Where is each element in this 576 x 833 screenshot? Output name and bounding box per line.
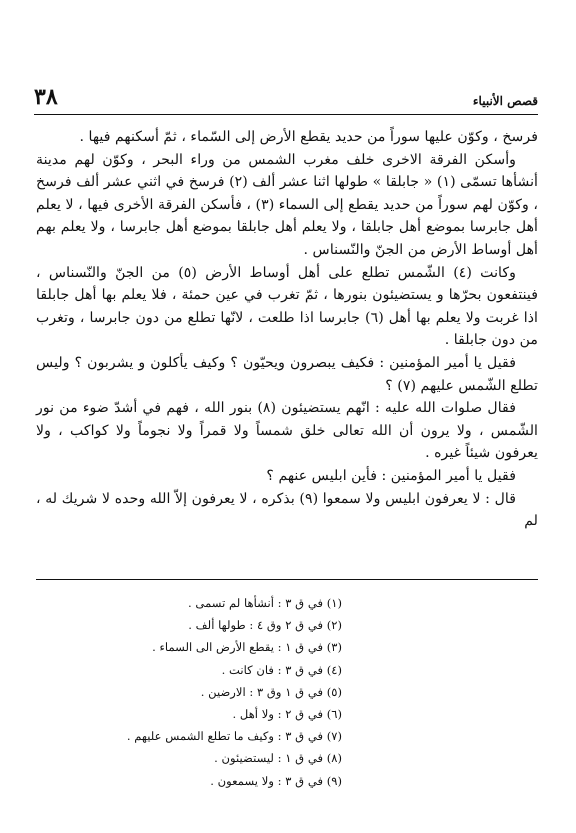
paragraph: فرسخ ، وكوّن عليها سوراً من حديد يقطع الأرض إلى السّماء ، ثمّ أسكنهم فيها . bbox=[79, 129, 538, 145]
footnote: (٨) في ق ١ : ليستضيئون . bbox=[214, 751, 342, 766]
footnote: (٢) في ق ٢ وق ٤ : طولها ألف . bbox=[188, 618, 342, 633]
paragraph: قال : لا يعرفون ابليس ولا سمعوا (٩) بذكره ، لا يعرفون إلاّ الله وحده لا شريك له ، لم bbox=[36, 490, 538, 530]
paragraph: وأسكن الفرقة الاخرى خلف مغرب الشمس من وراء البحر ، وكوّن لهم مدينة أنشأها تسمّى (١) « جابلقا » طولها اثنا عشر ألف (٢) فرسخ في اثني عشر ألف فرسخ ، وكوّن لهم سوراً من حديد يقطع إلى السماء (٣) ، فأسكن الفرقة الأخرى فيها ، لا يعلم أهل جابرسا بموضع أهل جابلقا ، ولا يعلم أهل جابلقا بموضع أهل جابرسا ، ولا يعلم بهم أهل أوساط الأرض من الجنّ والنّسناس . bbox=[36, 151, 539, 258]
footnote: (٧) في ق ٣ : وكيف ما تطلع الشمس عليهم . bbox=[126, 729, 342, 744]
paragraph: وكانت (٤) الشّمس تطلع على أهل أوساط الأرض (٥) من الجنّ والنّسناس ، فينتفعون بحرّها و يستضيئون بنورها ، ثمّ تغرب في عين حمئة ، فلا يعلم بها أهل جابلقا اذا غربت ولا يعلم بها أهل (٦) جابرسا اذا طلعت ، لانّها تطلع من دون جابرسا ، وتغرب من دون جابلقا . bbox=[36, 264, 539, 349]
footnote: (٤) في ق ٣ : فان كانت . bbox=[221, 662, 342, 677]
footnote: (١) في ق ٣ : أنشأها لم تسمى . bbox=[188, 596, 342, 610]
footnotes bbox=[82, 592, 342, 792]
running-title: قصص الأنبياء bbox=[472, 94, 538, 108]
footnote: (٣) في ق ١ : يقطع الأرض الى السماء . bbox=[152, 640, 342, 655]
footnote: (٥) في ق ١ وق ٣ : الارضين . bbox=[200, 684, 342, 699]
page-number: ٣٨ bbox=[34, 84, 58, 110]
running-head bbox=[34, 84, 538, 110]
footnote: (٩) في ق ٣ : ولا يسمعون . bbox=[210, 773, 342, 788]
paragraph: فقال صلوات الله عليه : انّهم يستضيئون (٨) بنور الله ، فهم في أشدّ ضوء من نور الشّمس ، ولا يرون أن الله تعالى خلق شمساً ولا قمراً ولا نجوماً ولا كواكب ، ولا يعرفون شيئاً غيره . bbox=[36, 400, 538, 462]
footnote: (٦) في ق ٢ : ولا أهل . bbox=[232, 707, 342, 722]
main-text bbox=[36, 126, 538, 533]
footnote-rule bbox=[36, 579, 538, 580]
header-rule bbox=[34, 114, 538, 115]
paragraph: فقيل يا أمير المؤمنين : فكيف يبصرون ويحيّون ؟ وكيف يأكلون و يشربون ؟ وليس تطلع الشّمس عليهم (٧) ؟ bbox=[36, 354, 538, 394]
paragraph: فقيل يا أمير المؤمنين : فأين ابليس عنهم ؟ bbox=[266, 467, 516, 484]
